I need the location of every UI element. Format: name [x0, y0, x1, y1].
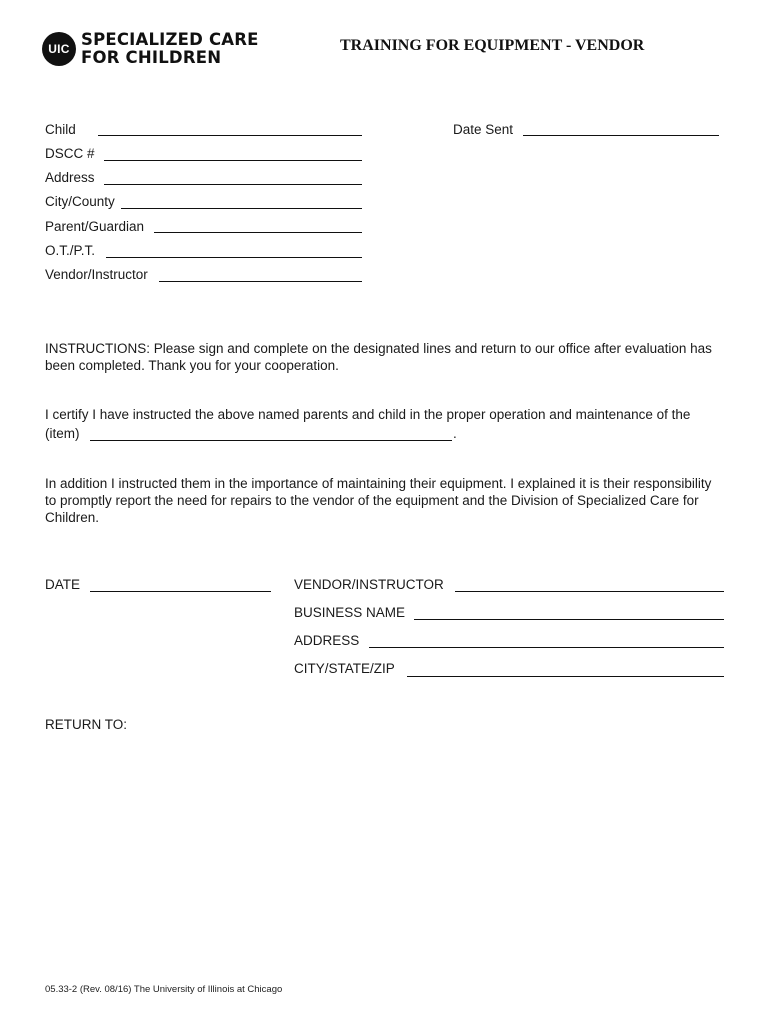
item-label: (item) [45, 426, 80, 441]
return-to-label: RETURN TO: [45, 717, 128, 732]
city-county-field[interactable] [121, 208, 362, 209]
vendor-instructor-label: Vendor/Instructor [45, 267, 148, 282]
parent-guardian-label: Parent/Guardian [45, 219, 145, 234]
date-field[interactable] [90, 591, 271, 592]
organization-logo-text [81, 31, 259, 67]
child-field[interactable] [98, 135, 362, 136]
business-name-label: BUSINESS NAME [294, 605, 406, 620]
vendor-instructor-field[interactable] [159, 281, 362, 282]
item-period: . [453, 426, 457, 441]
business-name-field[interactable] [414, 619, 724, 620]
parent-guardian-field[interactable] [154, 232, 362, 233]
date-sent-label: Date Sent [453, 122, 514, 137]
city-state-zip-field[interactable] [407, 676, 724, 677]
document-title: TRAINING FOR EQUIPMENT - VENDOR [340, 37, 645, 54]
form-footer: 05.33-2 (Rev. 08/16) The University of Illinois at Chicago [45, 984, 283, 995]
city-state-zip-label: CITY/STATE/ZIP [294, 661, 395, 676]
child-label: Child [45, 122, 76, 137]
sig-address-field[interactable] [369, 647, 724, 648]
dscc-label: DSCC # [45, 146, 95, 161]
logo-line-2: FOR CHILDREN [81, 48, 222, 67]
ot-pt-label: O.T./P.T. [45, 243, 96, 258]
instructions-paragraph: INSTRUCTIONS: Please sign and complete on the designated lines and return to our office after evaluation has been completed. Thank you for your cooperation. [45, 341, 712, 373]
address-label: Address [45, 170, 95, 185]
date-sent-field[interactable] [523, 135, 719, 136]
addition-paragraph: In addition I instructed them in the importance of maintaining their equipment. I explained it is their responsibility to promptly report the need for repairs to the vendor of the equipment and the Division of Specialized Care for Children. [45, 476, 712, 525]
address-field[interactable] [104, 184, 362, 185]
city-county-label: City/County [45, 194, 115, 209]
date-label: DATE [45, 577, 81, 592]
vendor-instructor-sig-field[interactable] [455, 591, 724, 592]
vendor-instructor-sig-label: VENDOR/INSTRUCTOR [294, 577, 444, 592]
logo-line-1: SPECIALIZED CARE [81, 30, 259, 49]
item-field[interactable] [90, 440, 452, 441]
uic-logo-icon: UIC [42, 32, 76, 66]
sig-address-label: ADDRESS [294, 633, 360, 648]
dscc-field[interactable] [104, 160, 362, 161]
ot-pt-field[interactable] [106, 257, 362, 258]
certify-text: I certify I have instructed the above named parents and child in the proper operation and maintenance of the [45, 407, 691, 422]
